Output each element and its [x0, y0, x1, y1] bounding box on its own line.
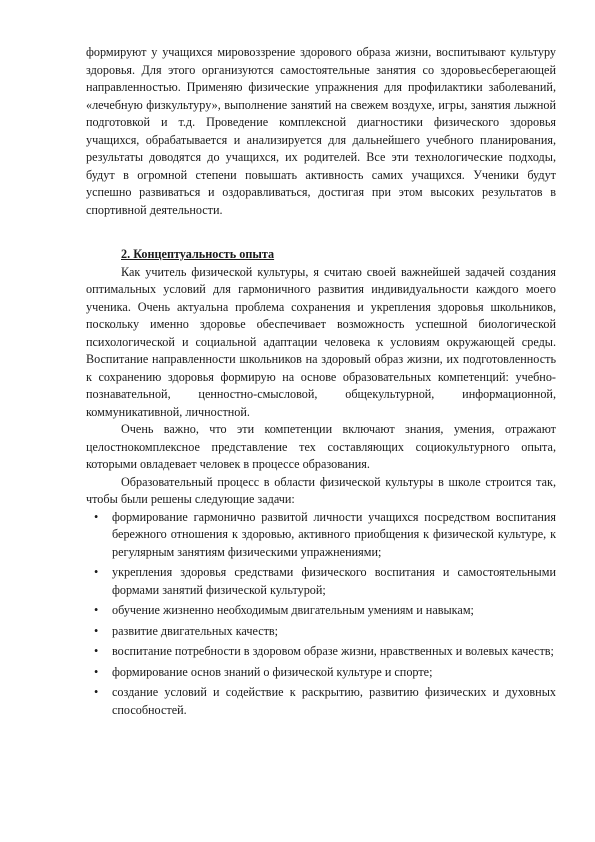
- bullet-icon: •: [94, 509, 99, 524]
- body-paragraph: Образовательный процесс в области физической культуры в школе строится так, чтобы были решены следующие задачи:: [86, 474, 556, 506]
- section-heading: 2. Концептуальность опыта: [121, 247, 275, 261]
- list-item: [86, 509, 556, 562]
- list-item: [86, 623, 556, 641]
- list-item-text: воспитание потребности в здоровом образе жизни, нравственных и волевых качеств;: [112, 644, 554, 658]
- document-page: [86, 44, 556, 722]
- bullet-icon: •: [94, 664, 99, 679]
- list-item: [86, 684, 556, 719]
- list-item-text: формирование гармонично развитой личности учащихся посредством воспитания бережного отношения к здоровью, активного приобщения к физической культуре, к регулярным занятиям физическими упражнениями;: [112, 509, 556, 559]
- list-item: [86, 564, 556, 599]
- list-item: [86, 664, 556, 682]
- list-item-text: развитие двигательных качеств;: [112, 623, 279, 638]
- list-item: [86, 643, 556, 661]
- intro-paragraph: формируют у учащихся мировоззрение здорового образа жизни, воспитывают культуру здоровья. Для этого организуются самостоятельные занятия со здоровьесберегающей направленностью. Применяю физические упражнения для профилактики заболеваний, «лечебную физкультуру», выполнение занятий на свежем воздухе, игры, занятия лыжной подготовкой и т.д. Проведение комплексной диагностики физического здоровья учащихся, обрабатывается и анализируется для дальнейшего учебного планирования, результаты доводятся до учащихся, их родителей. Все эти технологические подходы, будут в огромной степени повышать активность самих учащихся. Ученики будут успешно развиваться и оздоравливаться, достигая при этом высоких результатов в спортивной деятельности.: [86, 45, 556, 217]
- body-paragraph: Как учитель физической культуры, я считаю своей важнейшей задачей создания оптимальных условий для гармоничного развития индивидуальности каждого моего ученика. Очень актуальна проблема сохранения и укрепления здоровья школьников, поскольку именно здоровье обеспечивает возможность успешной биологической психологической и социальной адаптации человека к условиям окружающей среды. Воспитание направленности школьников на здоровый образ жизни, их подготовленность к сохранению здоровья формирую на основе образовательных компетенций: учебно-познавательной, ценностно-смысловой, общекультурной, информационной, коммуникативной, личностной.: [86, 264, 556, 419]
- bullet-icon: •: [94, 603, 99, 617]
- tasks-list: [86, 509, 556, 720]
- body-paragraph: Очень важно, что эти компетенции включают знания, умения, отражают целостнокомплексное представление тех составляющих социокультурного опыта, которыми овладевает человек в процессе образования.: [86, 422, 556, 471]
- list-item: [86, 602, 556, 620]
- bullet-icon: •: [94, 623, 99, 638]
- list-item-text: укрепления здоровья средствами физического воспитания и самостоятельными формами занятий физической культурой;: [112, 565, 556, 597]
- list-item-text: формирование основ знаний о физической культуре и спорте;: [112, 664, 433, 679]
- list-item-text: создание условий и содействие к раскрытию, развитию физических и духовных способностей.: [112, 685, 556, 717]
- bullet-icon: •: [94, 644, 99, 658]
- bullet-icon: •: [94, 685, 99, 699]
- list-item-text: обучение жизненно необходимым двигательным умениям и навыкам;: [112, 603, 474, 617]
- bullet-icon: •: [94, 565, 99, 579]
